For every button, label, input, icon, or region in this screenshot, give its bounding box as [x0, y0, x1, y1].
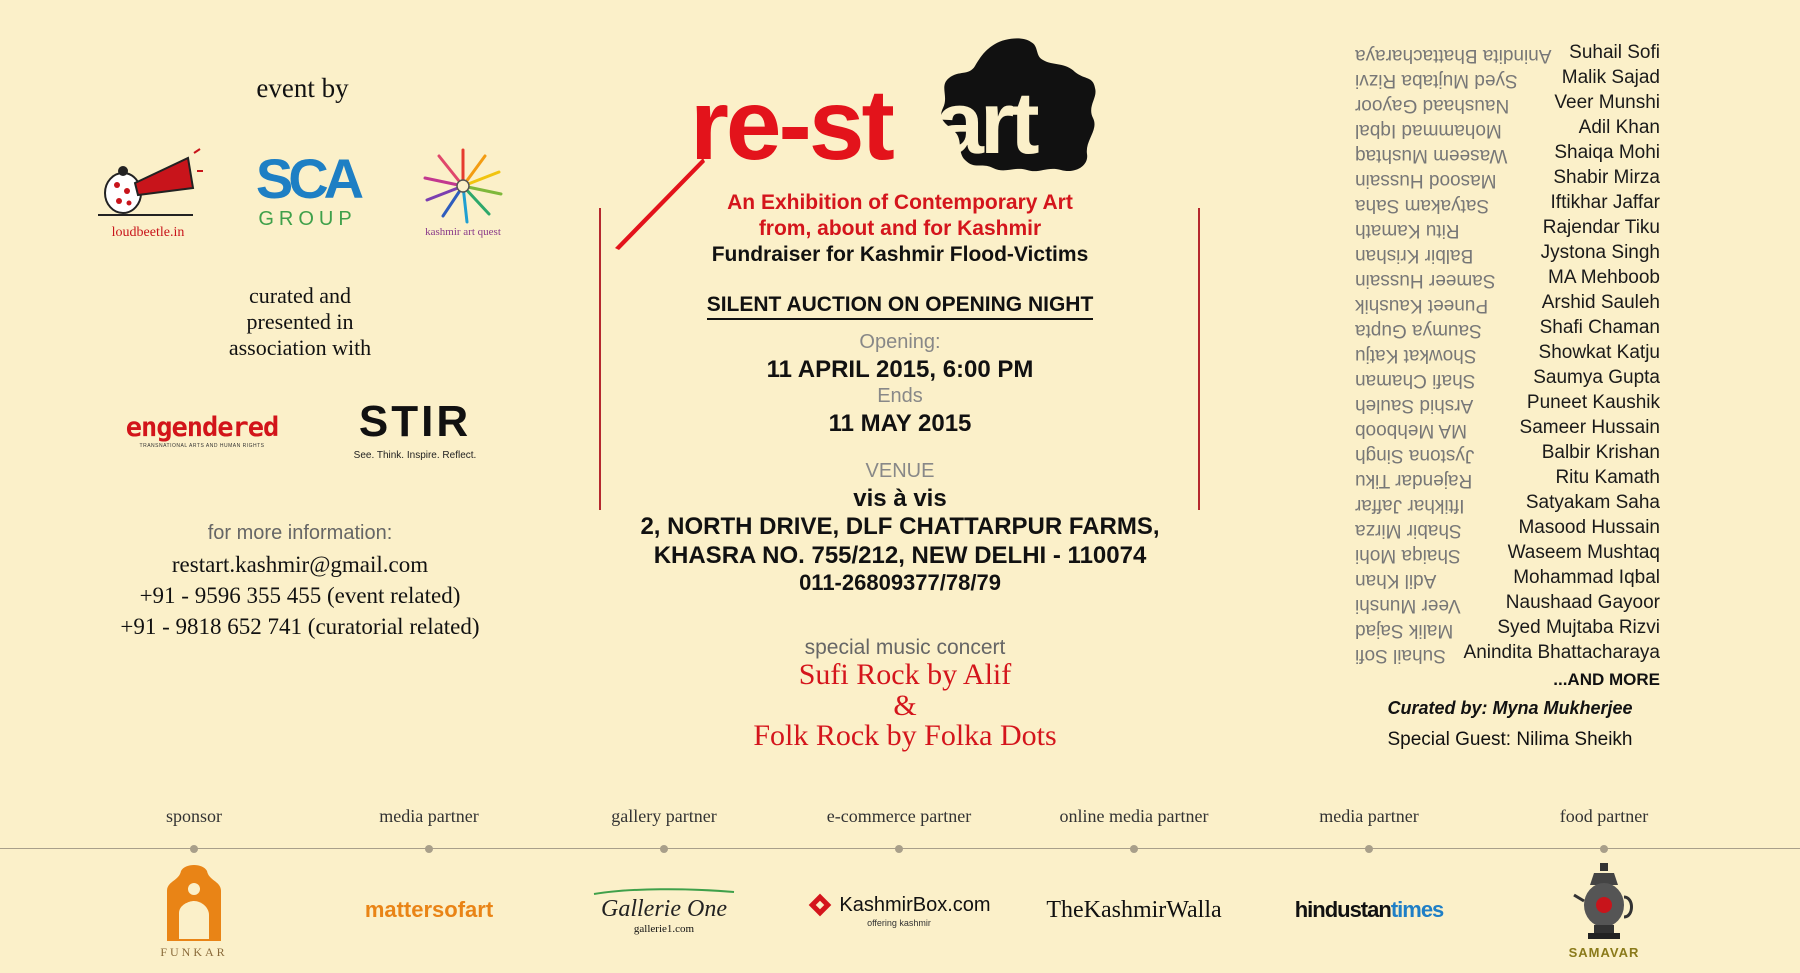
artist-list — [1340, 42, 1660, 667]
kashmir-walla-logo[interactable] — [1034, 860, 1234, 960]
stir-tagline: See. Think. Inspire. Reflect. — [353, 450, 477, 461]
artist-name: Mohammad Iqbal — [1513, 567, 1660, 588]
artist-name: Waseem Mushtaq — [1507, 542, 1660, 563]
megaphone-beetle-icon — [93, 143, 203, 223]
venue-name: vis à vis — [853, 485, 947, 512]
funkar-logo[interactable] — [94, 860, 294, 960]
artist-row — [1340, 342, 1660, 367]
partner-dot — [190, 845, 198, 853]
hindustan-times-logo[interactable] — [1269, 860, 1469, 960]
artist-name-mirrored: Anindita Bhattacharaya — [1355, 45, 1552, 67]
kashmirbox-logo[interactable] — [799, 860, 999, 960]
restart-title: re-st — [690, 69, 892, 181]
artist-row — [1340, 592, 1660, 617]
artist-row — [1340, 517, 1660, 542]
artist-name-mirrored: Malik Sajad — [1355, 620, 1454, 642]
artist-name: Balbir Krishan — [1541, 442, 1660, 463]
partner-label-sponsor: sponsor — [165, 806, 222, 826]
artist-name-mirrored: Balbir Krishan — [1355, 245, 1474, 267]
and-more-text: ...AND MORE — [1553, 670, 1660, 689]
artist-name: Arshid Sauleh — [1541, 292, 1660, 313]
contact-email[interactable]: restart.kashmir@gmail.com — [171, 552, 429, 577]
artist-name-mirrored: Shabir Mirza — [1355, 520, 1462, 542]
artist-name: Shaiqa Mohi — [1554, 142, 1660, 163]
artist-row — [1340, 492, 1660, 517]
artist-name: Adil Khan — [1578, 117, 1660, 138]
partner-dot — [1130, 845, 1138, 853]
artist-row — [1340, 192, 1660, 217]
artist-name: Iftikhar Jaffar — [1550, 192, 1660, 213]
funkar-caption: FUNKAR — [160, 944, 228, 959]
concert-ampersand: & — [893, 689, 917, 722]
partner-dot — [1600, 845, 1608, 853]
artist-name: Satyakam Saha — [1525, 492, 1660, 513]
kashmirbox-row — [807, 892, 990, 918]
artist-row — [1340, 292, 1660, 317]
matters-of-art-logo[interactable] — [329, 860, 529, 960]
artist-name-mirrored: Satyakam Saha — [1355, 195, 1490, 217]
event-by-heading: event by — [256, 73, 349, 103]
special-guest-text: Special Guest: Nilima Sheikh — [1387, 729, 1633, 750]
artist-name: Ritu Kamath — [1555, 467, 1660, 488]
artist-name-mirrored: Puneet Kaushik — [1355, 295, 1489, 317]
hindustan-times-wordmark: hindustantimes — [1294, 897, 1444, 922]
contact-phone-curatorial: +91 - 9818 652 741 (curatorial related) — [120, 614, 480, 639]
stir-wordmark: STIR — [358, 397, 472, 446]
venue-label: VENUE — [865, 460, 935, 482]
auction-heading: SILENT AUCTION ON OPENING NIGHT — [700, 293, 1100, 317]
artist-name-mirrored: Veer Munshi — [1355, 595, 1461, 617]
info-label: for more information: — [207, 522, 393, 544]
venue-address-line2: KHASRA NO. 755/212, NEW DELHI - 110074 — [653, 542, 1147, 569]
kashmirbox-diamond-icon — [807, 892, 833, 918]
curated-by-text: Curated by: Myna Mukherjee — [1387, 698, 1633, 718]
venue-address-line1: 2, NORTH DRIVE, DLF CHATTARPUR FARMS, — [640, 513, 1160, 540]
artist-name: Jystona Singh — [1540, 242, 1660, 263]
artist-row — [1340, 442, 1660, 467]
samavar-logo[interactable] — [1504, 860, 1704, 960]
sca-group-logo[interactable] — [250, 147, 365, 242]
artist-row — [1340, 92, 1660, 117]
matters-of-art-wordmark: mattersofart — [364, 897, 494, 922]
starburst-icon — [418, 146, 508, 226]
partner-dot — [425, 845, 433, 853]
artist-name-mirrored: Ritu Kamath — [1355, 220, 1460, 242]
artist-name: Syed Mujtaba Rizvi — [1497, 617, 1660, 638]
stir-logo[interactable] — [345, 397, 485, 470]
partner-label-ecommerce: e-commerce partner — [826, 806, 972, 826]
artist-row — [1340, 242, 1660, 267]
partner-dot — [660, 845, 668, 853]
engendered-logo[interactable] — [118, 412, 286, 457]
concert-folk-rock: Folk Rock by Folka Dots — [753, 719, 1057, 752]
artist-name: Anindita Bhattacharaya — [1463, 642, 1660, 663]
artist-row — [1340, 542, 1660, 567]
artist-name: Saumya Gupta — [1533, 367, 1660, 388]
venue-phone: 011-26809377/78/79 — [799, 570, 1001, 595]
engendered-wordmark: engendered — [125, 412, 279, 443]
opening-label: Opening: — [859, 331, 941, 353]
sca-wordmark: SCA — [255, 147, 360, 210]
artist-name: Shabir Mirza — [1553, 167, 1660, 188]
subtitle-about: from, about and for Kashmir — [758, 217, 1042, 240]
artist-name: Shafi Chaman — [1539, 317, 1660, 338]
engendered-tagline: TRANSNATIONAL ARTS AND HUMAN RIGHTS — [139, 443, 265, 449]
curated-with-text: curated and presented in association with — [228, 283, 372, 360]
artist-row — [1340, 417, 1660, 442]
gallerie-one-logo[interactable] — [564, 860, 764, 960]
kashmir-art-quest-caption: kashmir art quest — [425, 226, 501, 238]
artist-name-mirrored: Saumya Gupta — [1355, 320, 1482, 342]
artist-name-mirrored: Arshid Sauleh — [1355, 395, 1474, 417]
partner-dot — [1365, 845, 1373, 853]
kashmirbox-tagline: offering kashmir — [867, 918, 931, 928]
artist-name: Puneet Kaushik — [1526, 392, 1660, 413]
artist-name: Suhail Sofi — [1569, 42, 1660, 63]
artist-name: Showkat Katju — [1538, 342, 1660, 363]
artist-row — [1340, 392, 1660, 417]
partner-label-food: food partner — [1559, 806, 1649, 826]
artist-row — [1340, 42, 1660, 67]
samavar-caption: SAMAVAR — [1568, 944, 1640, 960]
concert-label: special music concert — [804, 636, 1006, 659]
contact-phone-event: +91 - 9596 355 455 (event related) — [139, 583, 461, 608]
artist-name: Naushaad Gayoor — [1505, 592, 1660, 613]
partner-dot — [895, 845, 903, 853]
artist-row — [1340, 467, 1660, 492]
partner-label-gallery: gallery partner — [611, 806, 717, 826]
artist-name-mirrored: Adil Khan — [1355, 570, 1437, 592]
restart-art-text: art — [935, 73, 1036, 172]
artist-name: Malik Sajad — [1561, 67, 1660, 88]
opening-date: 11 APRIL 2015, 6:00 PM — [766, 356, 1034, 383]
artist-name: MA Mehboob — [1548, 267, 1660, 288]
artist-name-mirrored: Suhail Sofi — [1355, 645, 1446, 667]
artist-name-mirrored: MA Mehboob — [1355, 420, 1467, 442]
kashmir-walla-wordmark: TheKashmirWalla — [1046, 896, 1222, 923]
artist-name-mirrored: Rajendar Tiku — [1355, 470, 1473, 492]
artist-row — [1340, 217, 1660, 242]
artist-name-mirrored: Shaiqa Mohi — [1355, 545, 1461, 567]
artist-name-mirrored: Sameer Hussain — [1355, 270, 1496, 292]
artist-row — [1340, 367, 1660, 392]
artist-row — [1340, 267, 1660, 292]
artist-row — [1340, 142, 1660, 167]
artist-name: Sameer Hussain — [1519, 417, 1660, 438]
artist-row — [1340, 642, 1660, 667]
artist-name-mirrored: Mohammad Iqbal — [1355, 120, 1502, 142]
loudbeetle-caption: loudbeetle.in — [111, 225, 185, 240]
kashmirbox-wordmark: KashmirBox.com — [839, 893, 991, 916]
artist-row — [1340, 167, 1660, 192]
gallerie-one-wordmark: Gallerie One — [601, 895, 727, 922]
concert-sufi-rock: Sufi Rock by Alif — [798, 658, 1012, 691]
gallerie-swoosh-icon — [589, 886, 739, 896]
partner-label-media: media partner — [379, 806, 479, 826]
artist-name-mirrored: Shafi Chaman — [1355, 370, 1476, 392]
artist-row — [1340, 317, 1660, 342]
restart-art-block — [935, 36, 1100, 176]
ends-date: 11 MAY 2015 — [828, 410, 972, 437]
artist-name-mirrored: Showkat Katju — [1355, 345, 1477, 367]
artist-row — [1340, 117, 1660, 142]
samovar-kettle-icon — [1572, 861, 1636, 945]
artist-row — [1340, 567, 1660, 592]
artist-name-mirrored: Masood Hussain — [1355, 170, 1497, 192]
sca-group-text: GROUP — [258, 208, 357, 230]
artist-name-mirrored: Waseem Mushtaq — [1355, 145, 1508, 167]
artist-name-mirrored: Naushaad Gayoor — [1355, 95, 1510, 117]
subtitle-fundraiser: Fundraiser for Kashmir Flood-Victims — [711, 243, 1089, 266]
artist-row — [1340, 67, 1660, 92]
funkar-figure-icon — [159, 861, 229, 945]
artist-name: Veer Munshi — [1554, 92, 1660, 113]
partner-label-media-2: media partner — [1319, 806, 1419, 826]
artist-name: Rajendar Tiku — [1542, 217, 1660, 238]
kashmir-art-quest-logo[interactable] — [408, 146, 518, 246]
artist-name-mirrored: Syed Mujtaba Rizvi — [1355, 70, 1518, 92]
divider-left — [599, 208, 601, 510]
ends-label: Ends — [877, 385, 923, 407]
divider-right — [1198, 208, 1200, 510]
artist-name-mirrored: Jystona Singh — [1355, 445, 1475, 467]
artist-row — [1340, 617, 1660, 642]
artist-name-mirrored: Iftikhar Jaffar — [1355, 495, 1465, 517]
partner-label-online-media: online media partner — [1059, 806, 1209, 826]
loudbeetle-logo[interactable] — [88, 143, 208, 243]
artist-name: Masood Hussain — [1518, 517, 1660, 538]
subtitle-exhibition: An Exhibition of Contemporary Art — [727, 191, 1073, 214]
gallerie-one-url: gallerie1.com — [633, 922, 695, 935]
